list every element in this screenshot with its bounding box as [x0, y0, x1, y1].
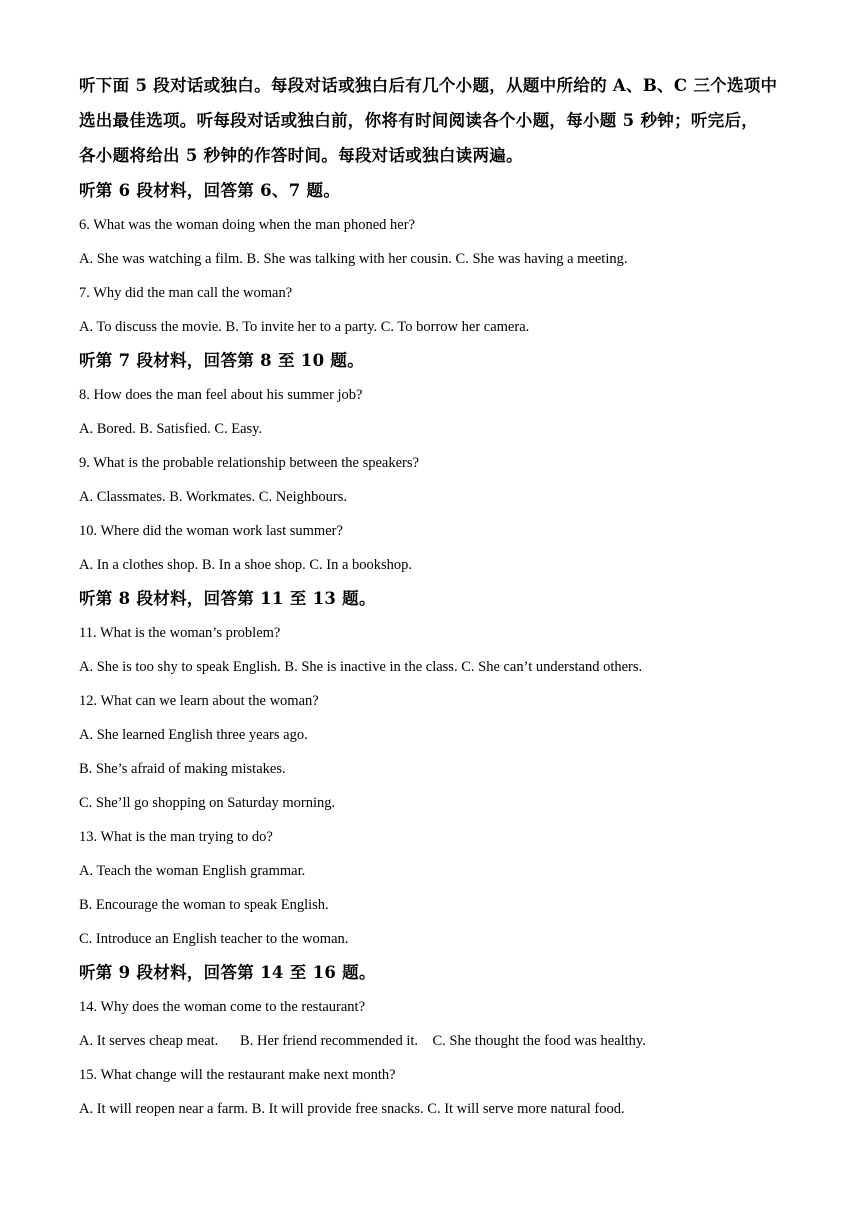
instructions-paragraph: [79, 68, 799, 173]
question-11: 11. What is the woman’s problem?: [79, 625, 281, 641]
options-6: A. She was watching a film. B. She was talking with her cousin. C. She was having a meeting.: [79, 251, 628, 267]
option-13c: C. Introduce an English teacher to the woman.: [79, 931, 349, 947]
section-heading: 听第 9 段材料，回答第 14 至 16 题。: [79, 963, 376, 982]
section-7: [79, 344, 799, 582]
question-7: 7. Why did the man call the woman?: [79, 285, 293, 301]
question-14: 14. Why does the woman come to the restaurant?: [79, 999, 366, 1015]
section-9: [79, 956, 799, 1126]
options-14: A. It serves cheap meat. B. Her friend recommended it. C. She thought the food was healthy.: [79, 1033, 646, 1049]
question-10: 10. Where did the woman work last summer?: [79, 523, 343, 539]
option-13a: A. Teach the woman English grammar.: [79, 863, 306, 879]
option-12b: B. She’s afraid of making mistakes.: [79, 761, 286, 777]
options-9: A. Classmates. B. Workmates. C. Neighbours.: [79, 489, 348, 505]
options-10: A. In a clothes shop. B. In a shoe shop. C. In a bookshop.: [79, 557, 413, 573]
options-7: A. To discuss the movie. B. To invite her to a party. C. To borrow her camera.: [79, 319, 530, 335]
section-heading: 听第 7 段材料，回答第 8 至 10 题。: [79, 351, 364, 370]
option-12a: A. She learned English three years ago.: [79, 727, 308, 743]
question-9: 9. What is the probable relationship between the speakers?: [79, 455, 419, 471]
section-heading: 听第 6 段材料，回答第 6、7 题。: [79, 181, 341, 200]
option-13b: B. Encourage the woman to speak English.: [79, 897, 329, 913]
options-11: A. She is too shy to speak English. B. She is inactive in the class. C. She can’t understand others.: [79, 659, 643, 675]
instructions-line: 听下面 5 段对话或独白。每段对话或独白后有几个小题，从题中所给的 A、B、C 三个选项中: [79, 76, 778, 95]
question-6: 6. What was the woman doing when the man phoned her?: [79, 217, 415, 233]
options-8: A. Bored. B. Satisfied. C. Easy.: [79, 421, 263, 437]
question-12: 12. What can we learn about the woman?: [79, 693, 319, 709]
option-12c: C. She’ll go shopping on Saturday morning.: [79, 795, 336, 811]
document-page: [79, 68, 799, 1126]
section-8: [79, 582, 799, 956]
instructions-line: 选出最佳选项。听每段对话或独白前，你将有时间阅读各个小题，每小题 5 秒钟；听完后，: [79, 111, 759, 130]
question-8: 8. How does the man feel about his summer job?: [79, 387, 363, 403]
section-heading: 听第 8 段材料，回答第 11 至 13 题。: [79, 589, 376, 608]
instructions-line: 各小题将给出 5 秒钟的作答时间。每段对话或独白读两遍。: [79, 146, 523, 165]
question-13: 13. What is the man trying to do?: [79, 829, 273, 845]
section-6: [79, 174, 799, 344]
options-15: A. It will reopen near a farm. B. It will provide free snacks. C. It will serve more natural food.: [79, 1101, 625, 1117]
question-15: 15. What change will the restaurant make next month?: [79, 1067, 396, 1083]
